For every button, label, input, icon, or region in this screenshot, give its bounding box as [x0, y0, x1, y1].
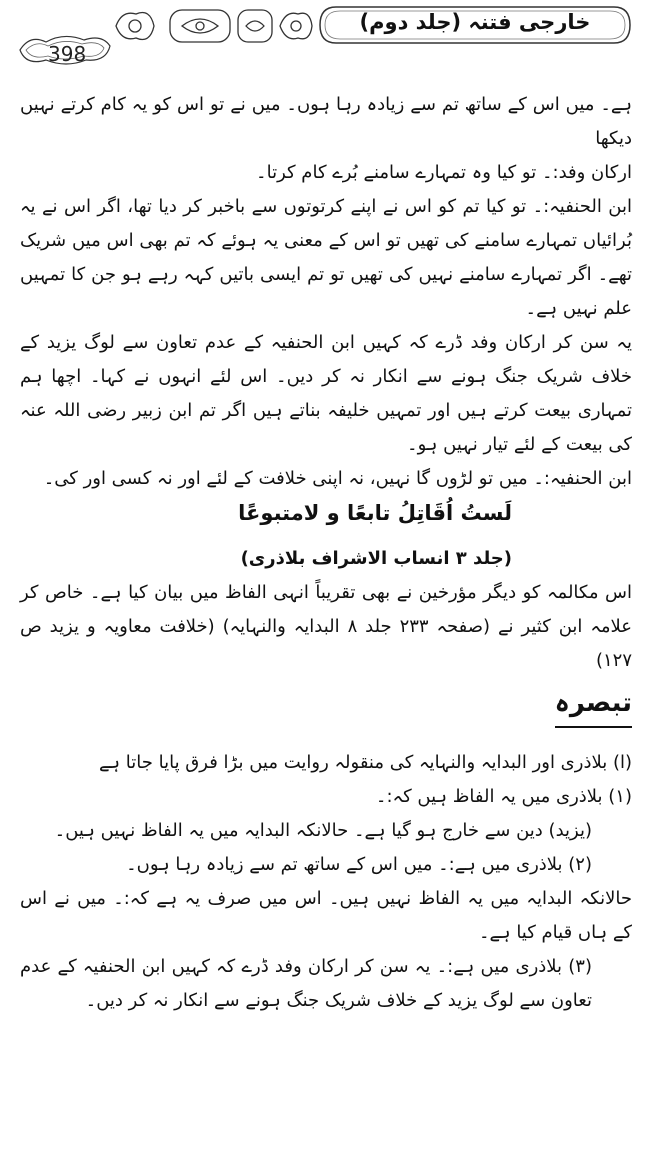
page-header [0, 0, 653, 80]
paragraph: یہ سن کر ارکان وفد ڈرے کہ کہیں ابن الحنفیہ کے عدم تعاون سے لوگ یزید کے خلاف شریک جنگ ہونے سے انکار نہ کر دیں۔ اس لئے انہوں نے کہا۔ اچھا ہم تمہاری بیعت کرتے ہیں اور تمہیں خلیفہ بناتے ہیں اگر تم ابن زبیر رضی اللہ عنہ کی بیعت کے لئے تیار نہیں ہو۔ [20, 332, 632, 455]
page-body [20, 88, 632, 1018]
tabsira-item: (یزید) دین سے خارج ہو گیا ہے۔ حالانکہ البدایہ میں یہ الفاظ نہیں ہیں۔ [54, 820, 592, 841]
paragraph: ابن الحنفیہ:۔ میں تو لڑوں گا نہیں، نہ اپنی خلافت کے لئے اور نہ کسی اور کی۔ [43, 468, 632, 489]
citation: (جلد ۳ انساب الاشراف بلاذری) [240, 548, 512, 569]
page-number: 398 [48, 42, 87, 66]
header-title: خارجی فتنہ (جلد دوم) [359, 10, 591, 34]
paragraph: ابن الحنفیہ:۔ تو کیا تم کو اس نے اپنے کرتوتوں سے باخبر کر دیا تھا، اگر اس نے یہ بُرائیاں تمہارے سامنے کی تھیں تو اس کے معنی یہ ہوئے کہ تم بھی اس میں شریک تھے۔ اگر تمہارے سامنے نہیں کی تھیں تو تم ایسی باتیں کہہ رہے ہو جن کا تمہیں علم نہیں ہے۔ [20, 196, 632, 319]
paragraph: ہے۔ میں اس کے ساتھ تم سے زیادہ رہا ہوں۔ میں نے تو اس کو یہ کام کرتے نہیں دیکھا [20, 94, 632, 149]
paragraph: ارکان وفد:۔ تو کیا وہ تمہارے سامنے بُرے کام کرتا۔ [256, 162, 632, 183]
section-heading: تبصرہ [555, 682, 632, 728]
tabsira-item: (ا) بلاذری اور البدایہ والنہایہ کی منقولہ روایت میں بڑا فرق پایا جاتا ہے [98, 752, 632, 773]
tabsira-item: (۳) بلاذری میں ہے:۔ یہ سن کر ارکان وفد ڈرے کہ کہیں ابن الحنفیہ کے عدم تعاون سے لوگ یزید کے خلاف شریک جنگ ہونے سے انکار نہ کر دیں۔ [20, 956, 592, 1011]
arabic-quote: لَستُ اُقَاتِلُ تابعًا و لامتبوعًا [238, 501, 512, 525]
tabsira-item: (۲) بلاذری میں ہے:۔ میں اس کے ساتھ تم سے زیادہ رہا ہوں۔ [126, 854, 592, 875]
paragraph: اس مکالمہ کو دیگر مؤرخین نے بھی تقریباً انہی الفاظ میں بیان کیا ہے۔ خاص کر علامہ ابن کثیر نے (صفحہ ۲۳۳ جلد ۸ البدایہ والنہایہ) (خلافت معاویہ و یزید ص ۱۲۷) [20, 582, 632, 671]
tabsira-item: حالانکہ البدایہ میں یہ الفاظ نہیں ہیں۔ اس میں صرف یہ ہے کہ:۔ میں نے اس کے ہاں قیام کیا ہے۔ [20, 888, 632, 943]
tabsira-item: (۱) بلاذری میں یہ الفاظ ہیں کہ:۔ [375, 786, 632, 807]
header-ornament-icon [110, 4, 315, 48]
